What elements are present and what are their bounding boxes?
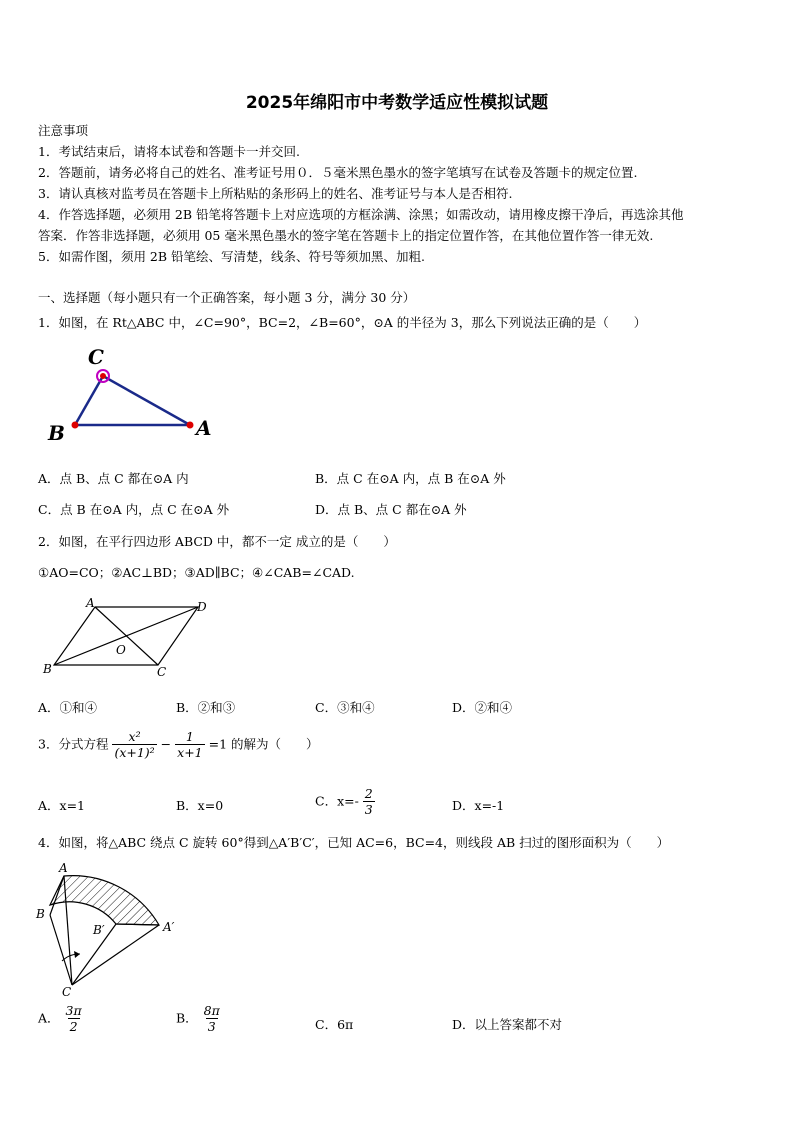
q1-option-b: B．点 C 在⊙A 内，点 B 在⊙A 外 bbox=[315, 471, 506, 486]
q3-fraction-2: $\frac{1}{x+1}$ bbox=[177, 729, 203, 760]
q4-option-c: C．6π bbox=[315, 1017, 354, 1032]
q3-option-c: C．x=- $\frac{2}{3}$ bbox=[315, 786, 373, 817]
label-a: A bbox=[59, 861, 68, 875]
note-line: 5．如需作图，须用 2B 铅笔绘、写清楚，线条、符号等须加黑、加粗. bbox=[38, 249, 426, 264]
q1-figure bbox=[40, 340, 220, 445]
q3-suffix: =1 的解为（ ） bbox=[208, 736, 319, 752]
label-c: C bbox=[62, 985, 72, 998]
page-title: 2025年绵阳市中考数学适应性模拟试题 bbox=[245, 93, 549, 113]
label-b: B bbox=[36, 907, 45, 921]
label-d: D bbox=[197, 600, 207, 614]
q2-option-c: C．③和④ bbox=[315, 700, 375, 715]
q2-stem: 2．如图，在平行四边形 ABCD 中，都不一定 成立的是（ ） bbox=[38, 534, 396, 549]
label-b-prime: B′ bbox=[93, 923, 105, 937]
q2-option-d: D．②和④ bbox=[452, 700, 513, 715]
note-line: 4．作答选择题，必须用 2B 铅笔将答题卡上对应选项的方框涂满、涂黑；如需改动，请用橡皮擦干净后，再选涂其他 bbox=[38, 207, 684, 222]
q4-option-a: A． $\frac{3\pi}{2}$ bbox=[38, 1003, 82, 1034]
note-line: 1．考试结束后，请将本试卷和答题卡一并交回. bbox=[38, 144, 300, 159]
label-a: A bbox=[86, 596, 95, 610]
q1-option-c: C．点 B 在⊙A 内，点 C 在⊙A 外 bbox=[38, 502, 230, 517]
label-a-prime: A′ bbox=[163, 920, 175, 934]
q2-figure bbox=[38, 595, 218, 683]
point-c-dot bbox=[100, 373, 106, 379]
q3-option-b: B．x=0 bbox=[176, 798, 224, 813]
label-o: O bbox=[116, 643, 126, 657]
q3-prefix: 3．分式方程 bbox=[38, 736, 109, 752]
q4-option-b: B． $\frac{8\pi}{3}$ bbox=[176, 1003, 220, 1034]
note-line: 2．答题前，请务必将自己的姓名、准考证号用０．５毫米黑色墨水的签字笔填写在试卷及答题卡的规定位置. bbox=[38, 165, 638, 180]
q3-fraction-1: $\frac{\text{x²}}{\text{(x+1)²}}$ bbox=[114, 729, 155, 760]
q4-figure bbox=[30, 858, 190, 998]
q2-conditions: ①AO=CO；②AC⊥BD；③AD∥BC；④∠CAB=∠CAD. bbox=[38, 565, 355, 580]
q3-minus: − bbox=[160, 736, 172, 752]
section-heading: 一、选择题（每小题只有一个正确答案，每小题 3 分，满分 30 分） bbox=[38, 290, 416, 305]
point-a-dot bbox=[187, 422, 194, 429]
point-b-dot bbox=[72, 422, 79, 429]
note-line: 答案．作答非选择题，必须用 05 毫米黑色墨水的签字笔在答题卡上的指定位置作答，在其他位置作答一律无效. bbox=[38, 228, 654, 243]
q1-stem: 1．如图，在 Rt△ABC 中，∠C=90°，BC=2，∠B=60°，⊙A 的半径为 3，那么下列说法正确的是（ ） bbox=[38, 315, 647, 330]
q2-option-a: A．①和④ bbox=[38, 700, 98, 715]
q4-stem: 4．如图，将△ABC 绕点 C 旋转 60°得到△A′B′C′，已知 AC=6，BC=4，则线段 AB 扫过的图形面积为（ ） bbox=[38, 835, 670, 850]
label-c: C bbox=[88, 345, 104, 369]
q1-option-a: A．点 B、点 C 都在⊙A 内 bbox=[38, 471, 189, 486]
q3-option-d: D．x=-1 bbox=[452, 798, 505, 813]
q2-option-b: B．②和③ bbox=[176, 700, 236, 715]
q3-option-a: A．x=1 bbox=[38, 798, 86, 813]
q1-option-d: D．点 B、点 C 都在⊙A 外 bbox=[315, 502, 467, 517]
label-b: B bbox=[48, 421, 65, 445]
label-a: A bbox=[196, 416, 212, 440]
notes-heading: 注意事项 bbox=[38, 123, 89, 138]
label-b: B bbox=[43, 662, 52, 676]
q3-stem bbox=[38, 730, 319, 760]
note-line: 3．请认真核对监考员在答题卡上所粘贴的条形码上的姓名、准考证号与本人是否相符. bbox=[38, 186, 513, 201]
label-c: C bbox=[157, 665, 167, 679]
q3-option-c-fraction: $\frac{2}{3}$ bbox=[364, 786, 373, 817]
q4-option-d: D．以上答案都不对 bbox=[452, 1017, 563, 1032]
